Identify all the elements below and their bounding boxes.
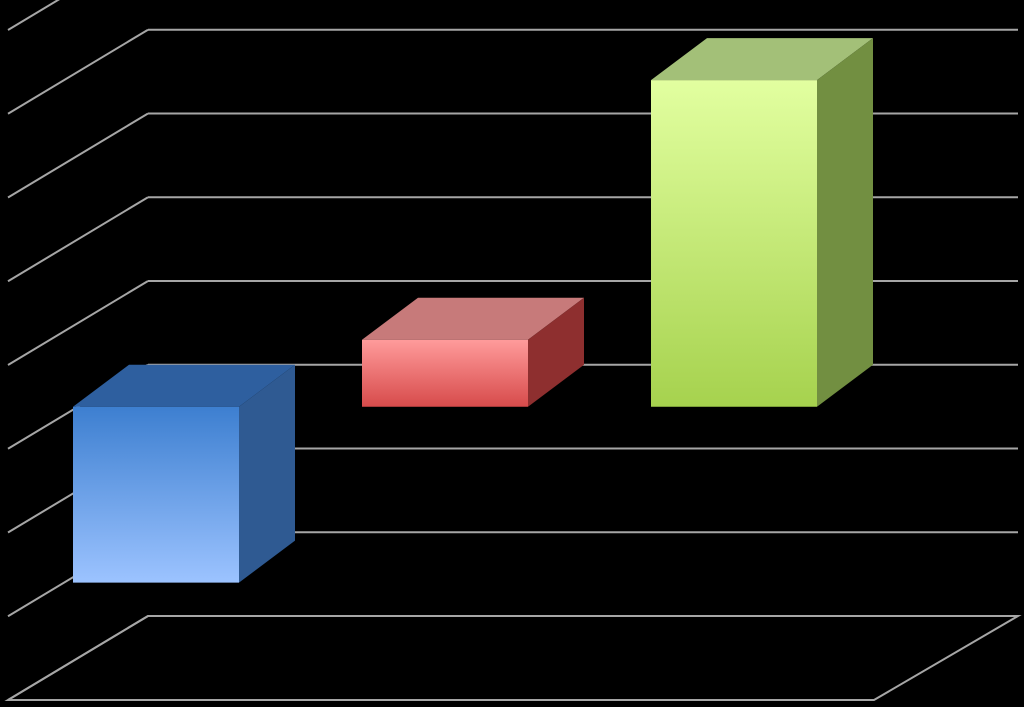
bar-1: [73, 365, 295, 583]
bar-2: [362, 298, 584, 407]
gridline-side: [8, 197, 148, 281]
gridline-side: [8, 114, 148, 198]
gridline-side: [8, 30, 148, 114]
gridline-side: [8, 0, 148, 30]
bar-front-face: [73, 407, 239, 583]
bar-front-face: [362, 340, 528, 407]
bars: [73, 38, 873, 583]
bar-side-face: [817, 38, 873, 407]
bar-3: [651, 38, 873, 407]
bar-front-face: [651, 80, 817, 407]
floor-plane: [8, 616, 1018, 700]
gridline-side: [8, 281, 148, 365]
